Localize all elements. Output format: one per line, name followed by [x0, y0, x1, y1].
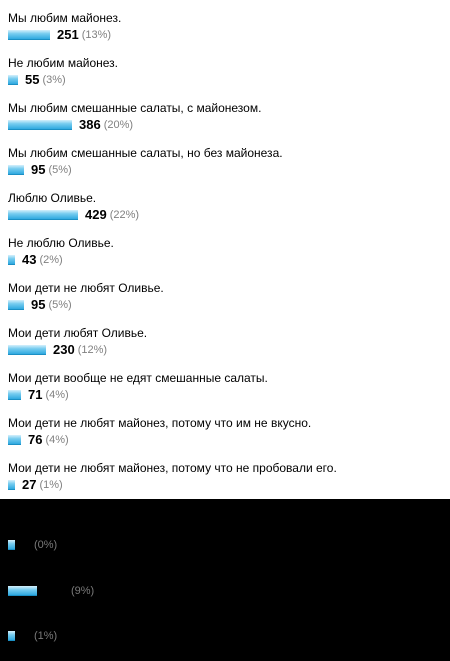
poll-option [8, 370, 450, 415]
option-label: Не люблю Оливье. [8, 236, 114, 250]
vote-count: 230 [53, 342, 75, 357]
result-bar [8, 210, 78, 220]
vote-count: 71 [28, 387, 43, 402]
obscured-results-panel [0, 499, 450, 661]
result-bar [8, 75, 18, 85]
result-bar [8, 165, 24, 175]
vote-percent: (5%) [48, 299, 72, 311]
vote-count: 95 [31, 162, 46, 177]
vote-count: 76 [28, 432, 43, 447]
obscured-option [8, 583, 94, 599]
vote-percent: (1%) [34, 630, 58, 642]
vote-percent: (12%) [77, 344, 108, 356]
result-bar [8, 435, 21, 445]
poll-option [8, 55, 450, 100]
poll-option [8, 415, 450, 460]
vote-percent: (1%) [39, 479, 63, 491]
vote-count: 251 [57, 27, 79, 42]
result-bar [8, 300, 24, 310]
poll-option [8, 10, 450, 55]
option-label: Не любим майонез. [8, 56, 119, 70]
result-row [8, 387, 69, 403]
option-label: Мои дети не любят майонез, потому что им не вкусно. [8, 416, 312, 430]
result-bar [8, 631, 15, 641]
result-row [8, 477, 63, 493]
vote-percent: (4%) [45, 389, 69, 401]
poll-option [8, 190, 450, 235]
vote-count: 95 [31, 297, 46, 312]
result-bar [8, 586, 37, 596]
poll-option [8, 325, 450, 370]
poll-option [8, 280, 450, 325]
vote-percent: (4%) [45, 434, 69, 446]
result-bar [8, 255, 15, 265]
option-label: Мы любим смешанные салаты, с майонезом. [8, 101, 262, 115]
result-row [8, 72, 66, 88]
result-bar [8, 540, 15, 550]
poll-option [8, 235, 450, 280]
result-bar [8, 120, 72, 130]
poll-option [8, 100, 450, 145]
option-label: Мои дети любят Оливье. [8, 326, 148, 340]
option-label: Мои дети вообще не едят смешанные салаты. [8, 371, 268, 385]
result-row [8, 27, 111, 43]
result-row [8, 297, 72, 313]
vote-count: 386 [79, 117, 101, 132]
vote-percent: (5%) [48, 164, 72, 176]
vote-count: 429 [85, 207, 107, 222]
result-row [8, 117, 133, 133]
result-row [8, 628, 57, 644]
vote-count: 43 [22, 252, 37, 267]
result-row [8, 583, 94, 599]
option-label: Мы любим майонез. [8, 11, 122, 25]
option-label: Мои дети не любят майонез, потому что не пробовали его. [8, 461, 337, 475]
result-row [8, 342, 107, 358]
vote-percent: (22%) [109, 209, 140, 221]
vote-percent: (13%) [81, 29, 112, 41]
vote-count: 55 [25, 72, 40, 87]
option-label: Мои дети не любят Оливье. [8, 281, 164, 295]
option-label: Мы любим смешанные салаты, но без майонеза. [8, 146, 283, 160]
option-label: Люблю Оливье. [8, 191, 97, 205]
vote-percent: (20%) [103, 119, 134, 131]
result-row [8, 432, 69, 448]
obscured-option [8, 628, 57, 644]
vote-count: 27 [22, 477, 37, 492]
result-row [8, 162, 72, 178]
vote-percent: (2%) [39, 254, 63, 266]
result-row [8, 207, 139, 223]
vote-percent: (0%) [34, 539, 58, 551]
vote-percent: (9%) [71, 585, 95, 597]
result-bar [8, 390, 21, 400]
result-bar [8, 480, 15, 490]
result-bar [8, 345, 46, 355]
result-bar [8, 30, 50, 40]
vote-percent: (3%) [42, 74, 66, 86]
result-row [8, 252, 63, 268]
obscured-option [8, 537, 57, 553]
poll-option [8, 145, 450, 190]
result-row [8, 537, 57, 553]
